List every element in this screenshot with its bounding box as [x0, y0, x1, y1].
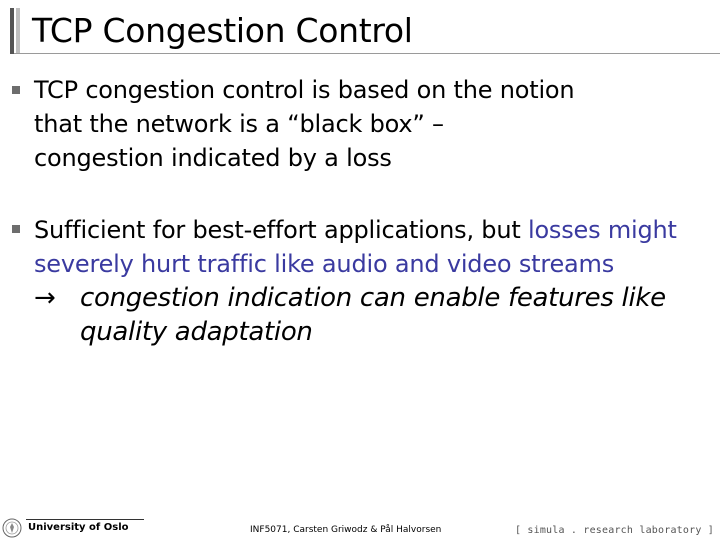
- footer-university: University of Oslo: [28, 522, 129, 533]
- bullet-2: [34, 213, 677, 281]
- bullet-2-line-2: severely hurt traffic like audio and video streams: [34, 250, 615, 278]
- bullet-1-line-2: that the network is a “black box” –: [34, 110, 444, 138]
- bullet-marker-1: [12, 86, 20, 94]
- page-title: TCP Congestion Control: [32, 11, 413, 50]
- title-underline: [14, 53, 720, 54]
- bullet-marker-2: [12, 225, 20, 233]
- bullet-2-plain-text: Sufficient for best-effort applications, but: [34, 216, 528, 244]
- arrow-icon: →: [34, 283, 56, 313]
- footer-course: INF5071, Carsten Griwodz & Pål Halvorsen: [250, 525, 442, 535]
- sub-point-line-2: quality adaptation: [80, 317, 313, 347]
- bullet-1: [34, 73, 574, 175]
- university-seal-icon: [2, 518, 22, 538]
- bullet-1-line-1: TCP congestion control is based on the notion: [34, 76, 575, 104]
- bullet-1-line-3: congestion indicated by a loss: [34, 144, 392, 172]
- bullet-2-line-1: [34, 213, 677, 247]
- title-accent-bar-light: [16, 8, 20, 54]
- bullet-2-highlight-text: losses might: [527, 216, 677, 244]
- sub-point: [34, 281, 666, 349]
- sub-point-line-1: congestion indication can enable features like: [80, 283, 666, 313]
- title-accent-bar-dark: [10, 8, 14, 54]
- footer-left-rule: [26, 519, 144, 520]
- footer-lab: [ simula . research laboratory ]: [514, 525, 714, 536]
